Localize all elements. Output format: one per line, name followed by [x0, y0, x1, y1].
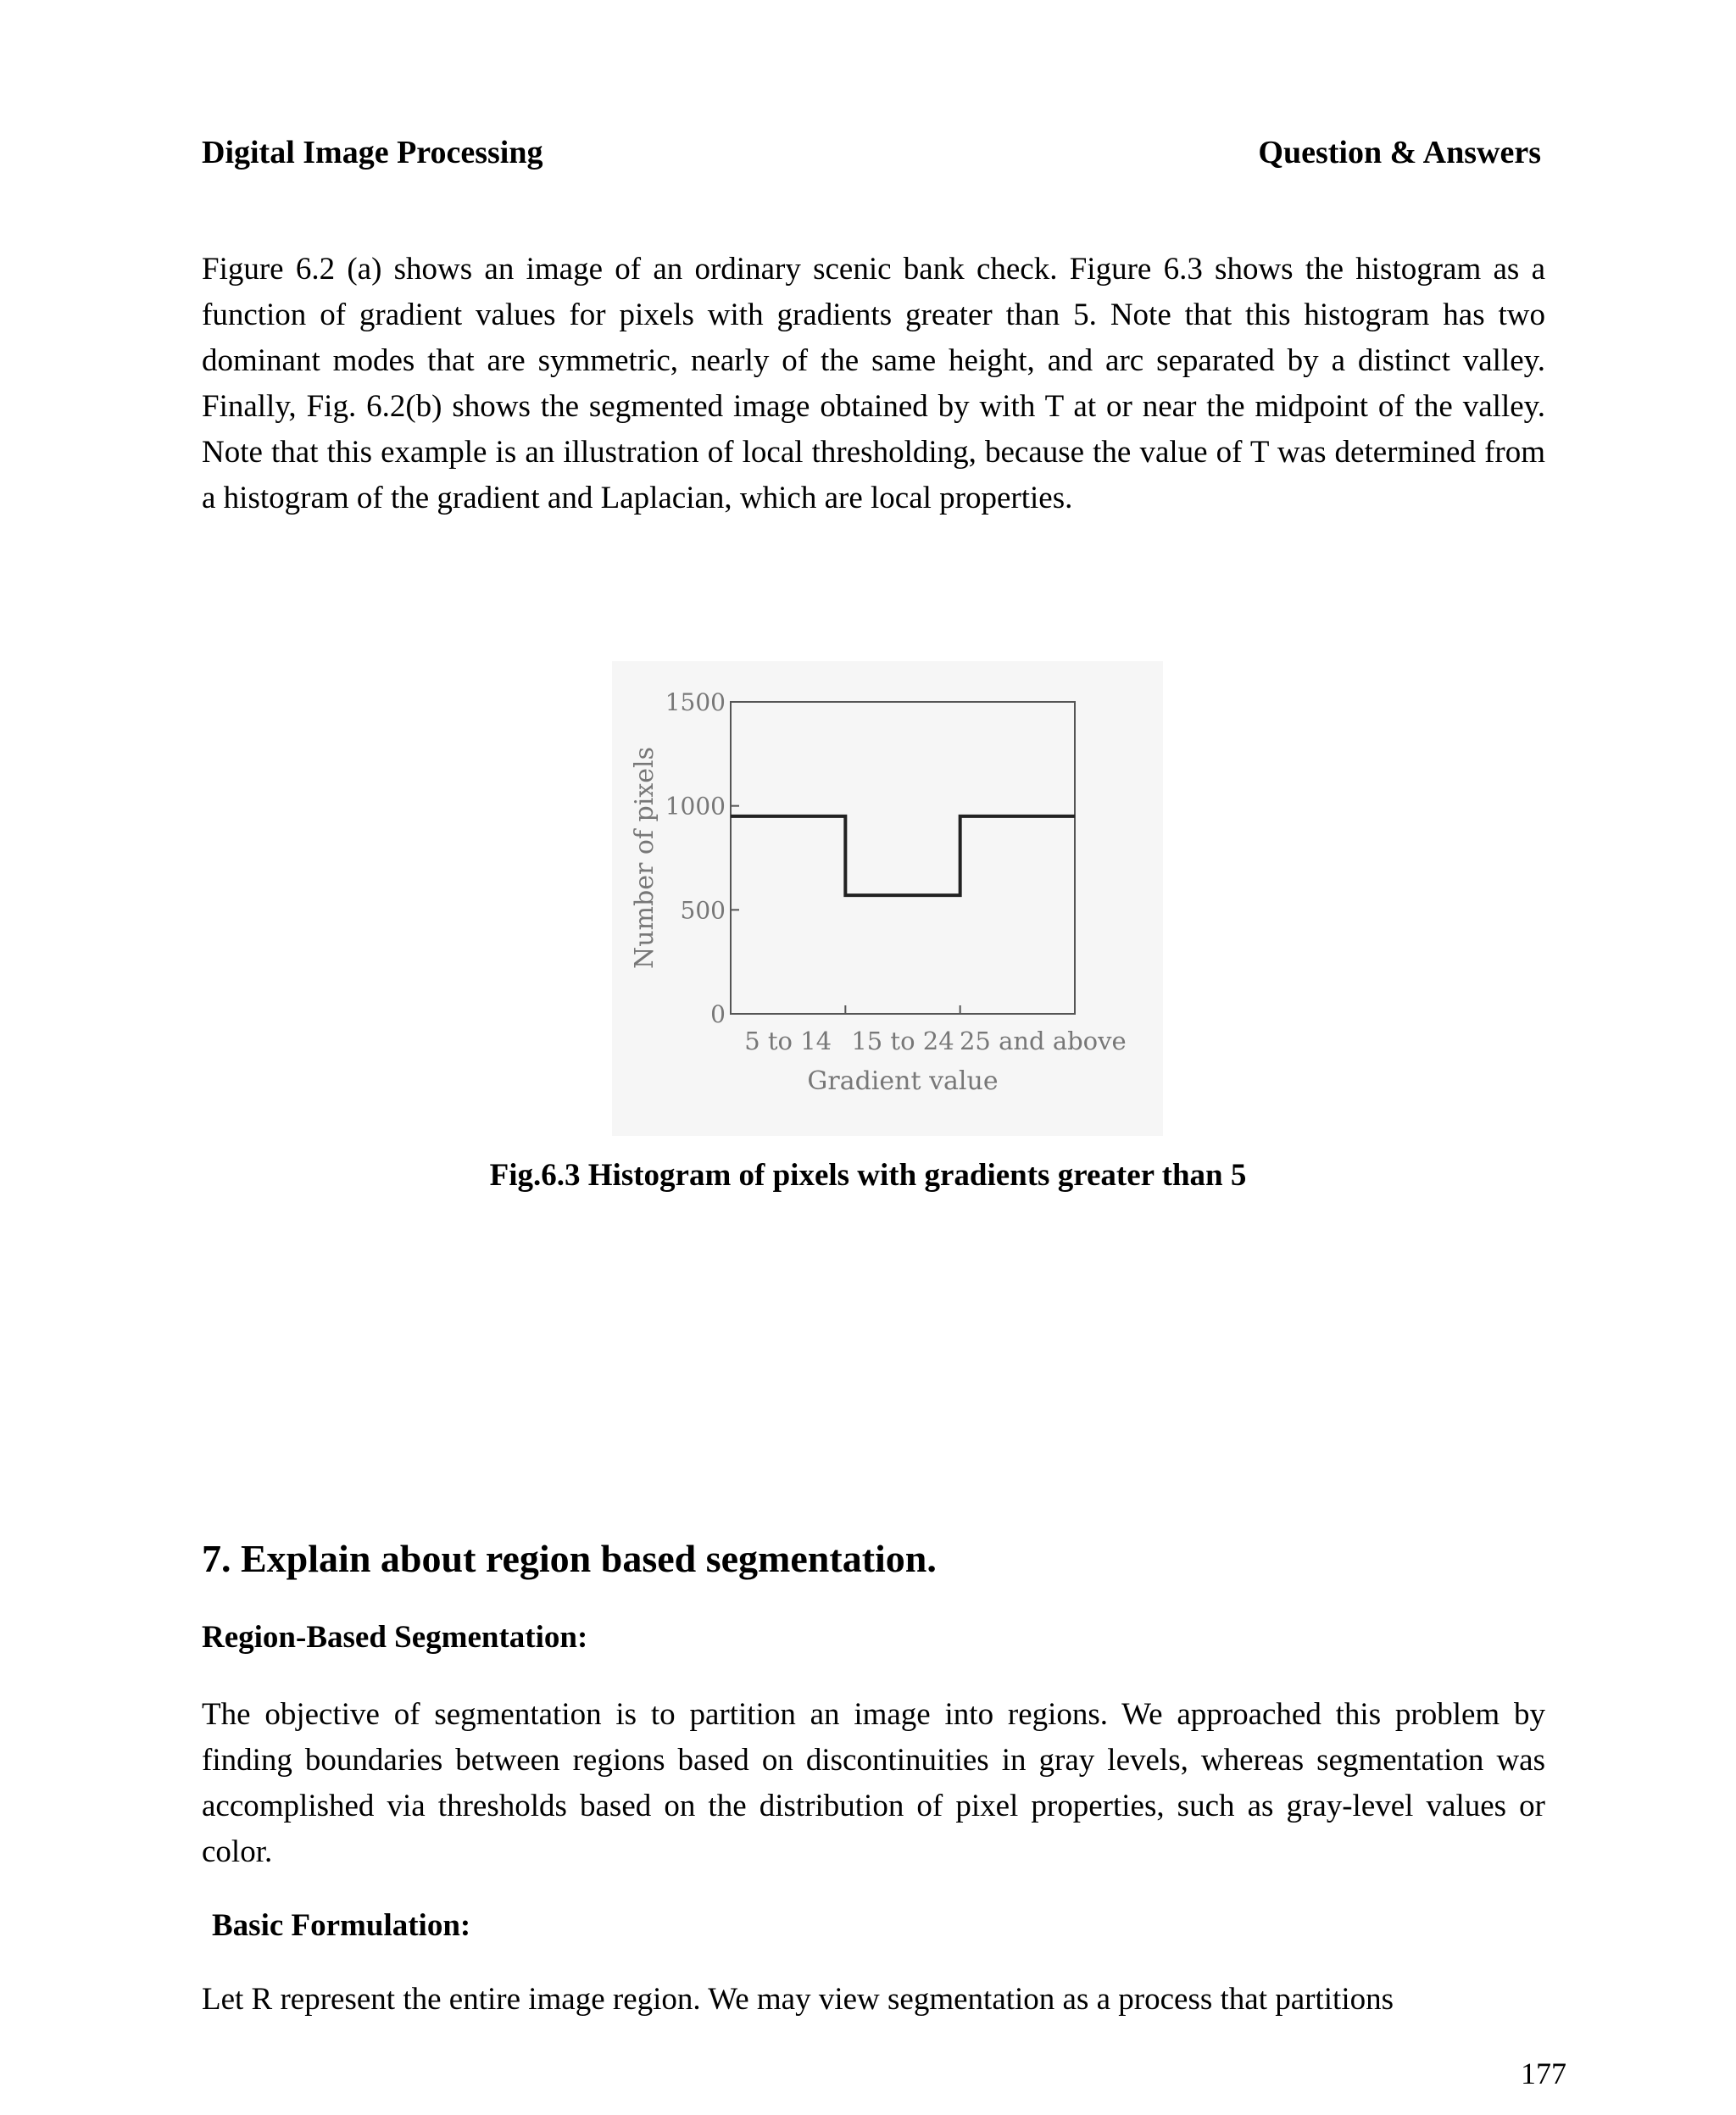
histogram-bar — [845, 895, 960, 1014]
x-tick-label: 5 to 14 — [744, 1027, 832, 1055]
subheading-basic-formulation: Basic Formulation: — [212, 1908, 471, 1943]
x-axis-label: Gradient value — [807, 1066, 999, 1096]
intro-paragraph: Figure 6.2 (a) shows an image of an ordinary scenic bank check. Figure 6.3 shows the histogram as a function of gradient values for pixels with gradients greater than 5. Note that this histogram has two dominant modes that are symmetric, nearly of the same height, and arc separated by a distinct valley. Finally, Fig. 6.2(b) shows the segmented image obtained by with T at or near the midpoint of the valley. Note that this example is an illustration of local thresholding, because the value of T was determined from a histogram of the gradient and Laplacian, which are local properties. — [202, 252, 1545, 515]
running-header-title: Digital Image Processing — [202, 135, 543, 170]
histogram-bar — [960, 816, 1075, 1014]
y-axis-label: Number of pixels — [630, 746, 659, 970]
x-tick-label: 15 to 24 — [851, 1027, 954, 1055]
figure-caption: Fig.6.3 Histogram of pixels with gradients greater than 5 — [489, 1158, 1247, 1193]
page-number: 177 — [1521, 2057, 1566, 2090]
y-tick-label: 0 — [710, 1000, 726, 1028]
region-paragraph: The objective of segmentation is to partition an image into regions. We approached this problem by finding boundaries between regions based on discontinuities in gray levels, whereas segmentation was accomplished via thresholds based on the distribution of pixel properties, such as gray-level values or color. — [202, 1697, 1545, 1869]
histogram-bar — [731, 816, 845, 1014]
running-header-section: Question & Answers — [1258, 135, 1541, 170]
y-tick-label: 1500 — [665, 688, 726, 716]
formulation-paragraph: Let R represent the entire image region. We may view segmentation as a process that partitions — [202, 1982, 1394, 2017]
x-tick-label: 25 and above — [959, 1027, 1127, 1055]
y-tick-label: 1000 — [665, 792, 726, 821]
histogram-figure — [612, 661, 1163, 1136]
histogram-chart — [612, 661, 1163, 1136]
section-heading: 7. Explain about region based segmentation. — [202, 1537, 937, 1580]
y-tick-label: 500 — [680, 896, 726, 925]
subheading-region-based: Region-Based Segmentation: — [202, 1620, 588, 1655]
